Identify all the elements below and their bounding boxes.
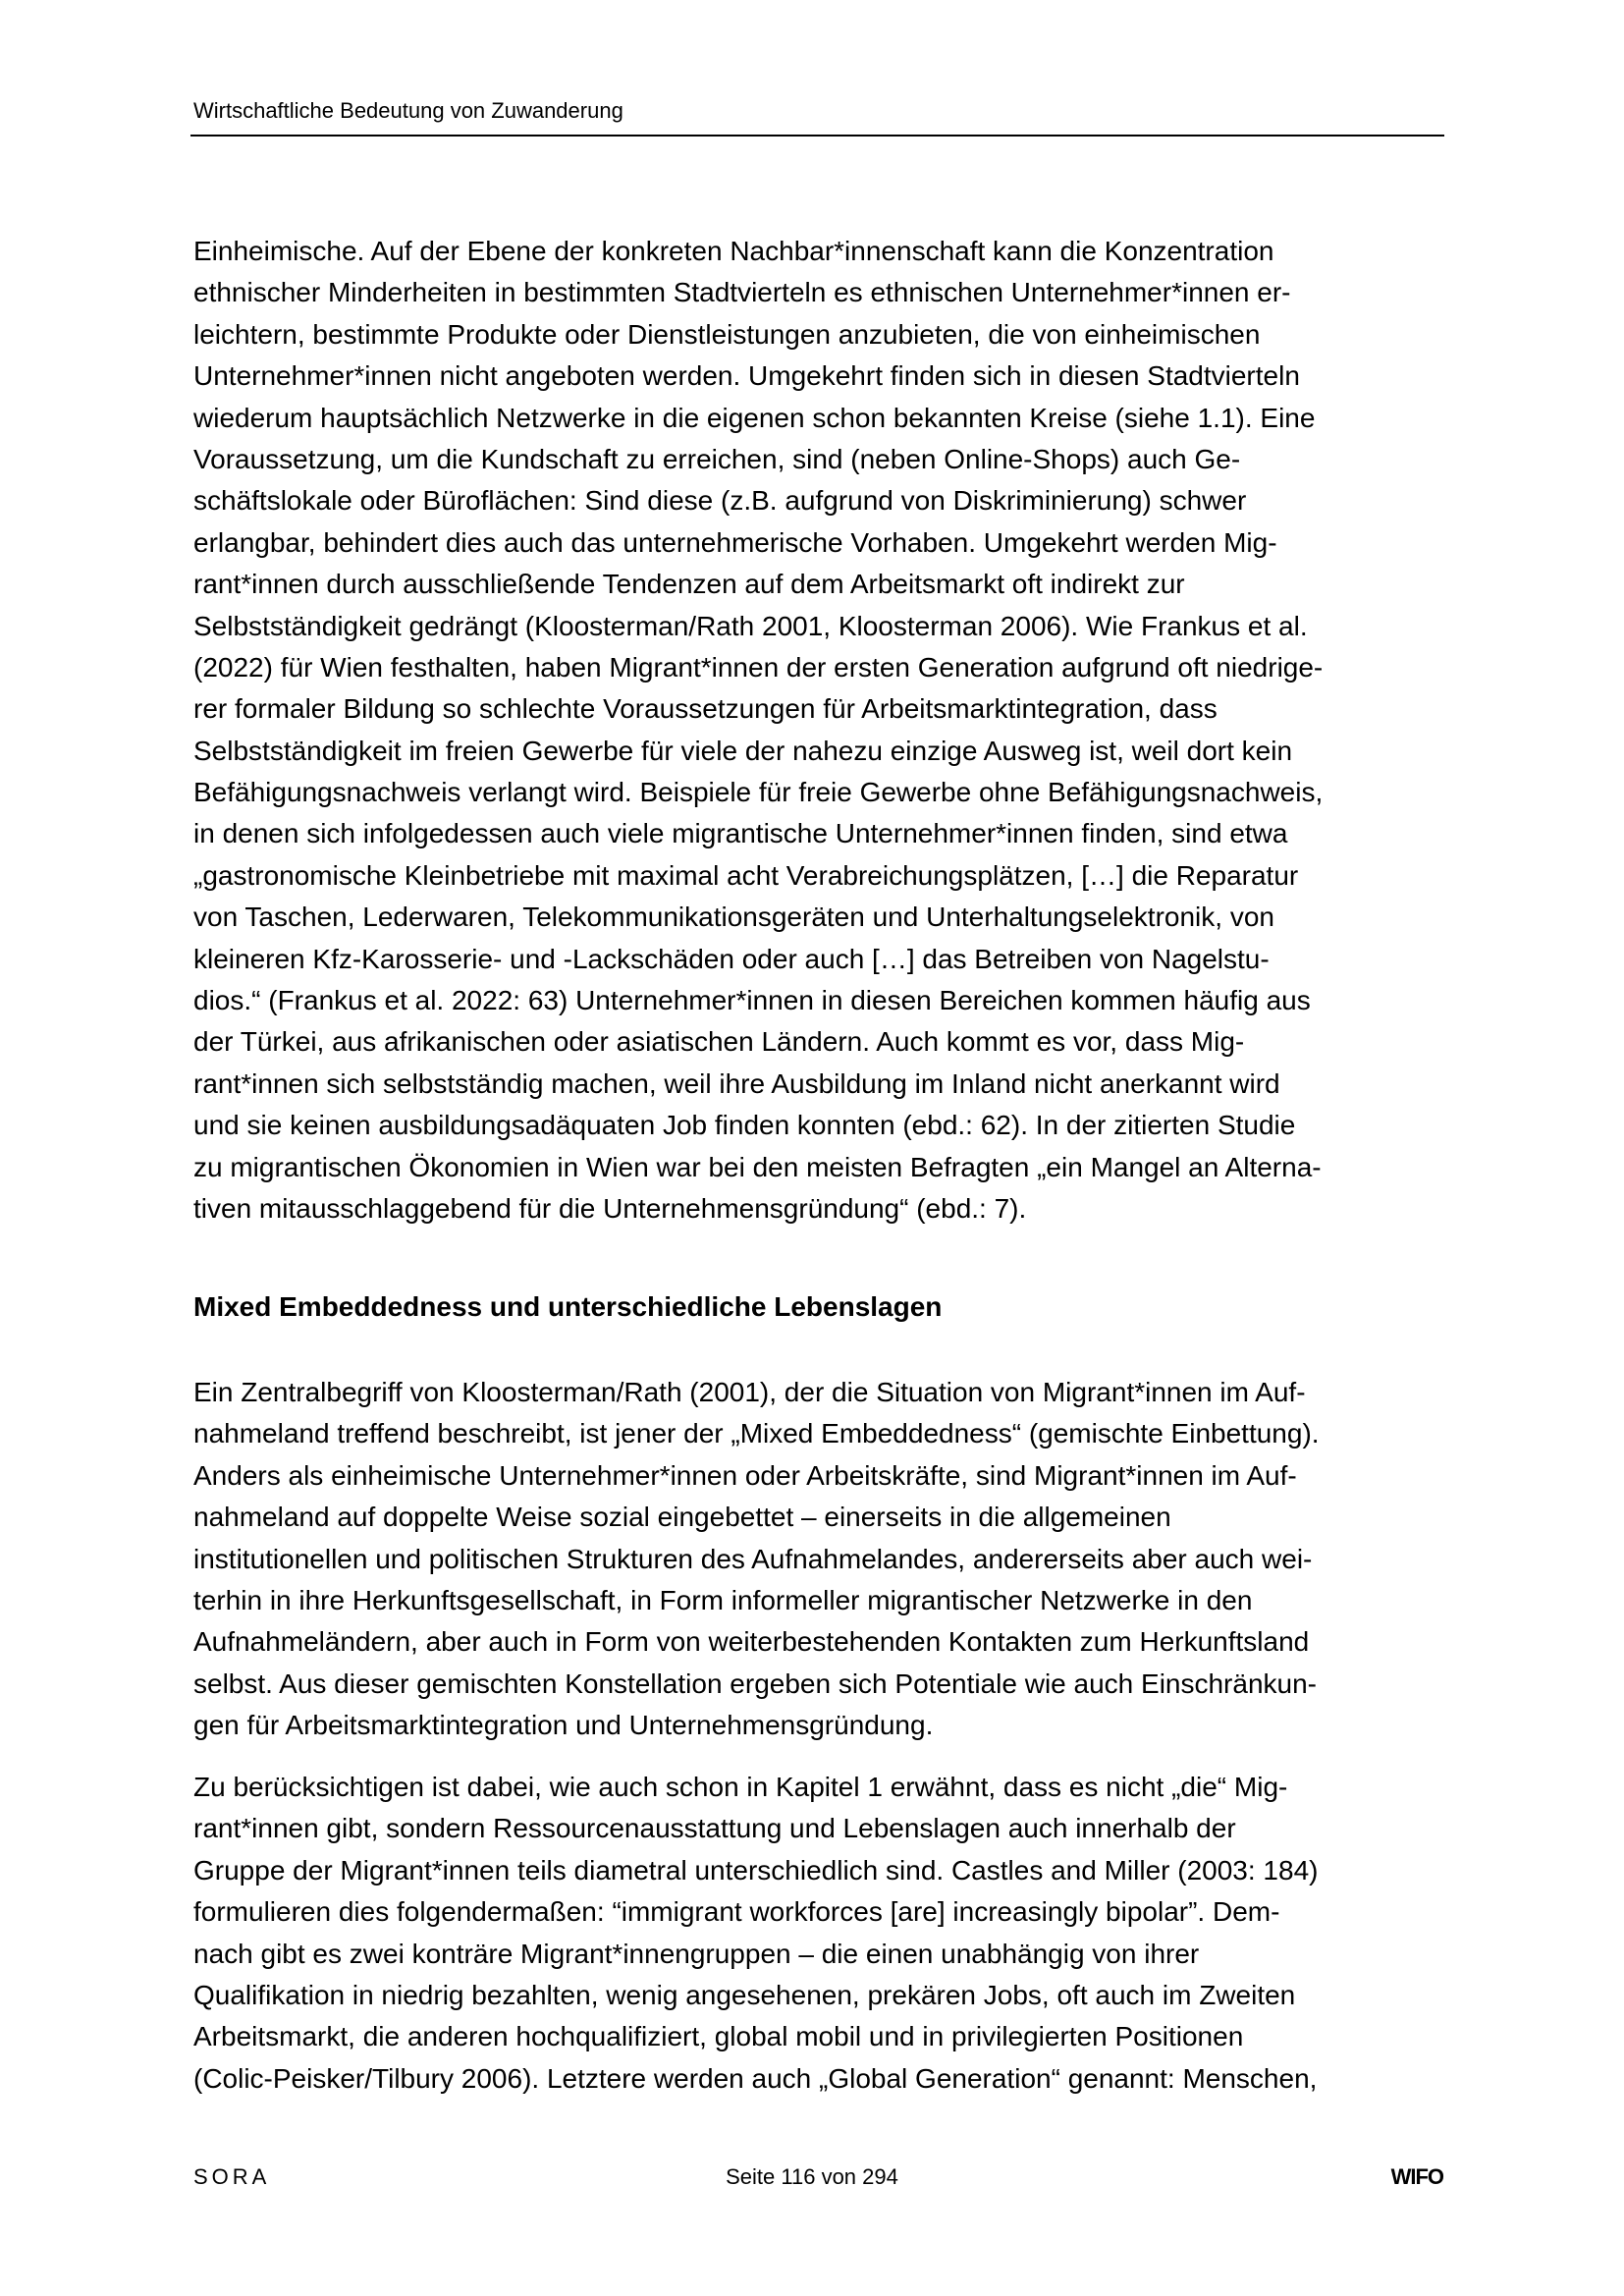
footer-logo-sora: SORA — [193, 2164, 271, 2189]
text-line: terhin in ihre Herkunftsgesellschaft, in Form informeller migrantischer Netzwerke in den — [193, 1584, 1253, 1615]
text-line: in denen sich infolgedessen auch viele migrantische Unternehmer*innen finden, sind etwa — [193, 818, 1288, 849]
paragraph-1 — [193, 231, 1323, 1230]
text-line: wiederum hauptsächlich Netzwerke in die eigenen schon bekannten Kreise (siehe 1.1). Eine — [193, 402, 1316, 433]
text-line: rant*innen durch ausschließende Tendenzen auf dem Arbeitsmarkt oft indirekt zur — [193, 569, 1185, 600]
text-line: schäftslokale oder Büroflächen: Sind diese (z.B. aufgrund von Diskriminierung) schwer — [193, 485, 1247, 517]
text-line: der Türkei, aus afrikanischen oder asiatischen Ländern. Auch kommt es vor, dass Mig- — [193, 1026, 1245, 1058]
text-line: (Colic-Peisker/Tilbury 2006). Letztere werden auch „Global Generation“ genannt: Menschen, — [193, 2062, 1318, 2094]
paragraph-2 — [193, 1372, 1320, 1747]
text-line: Zu berücksichtigen ist dabei, wie auch schon in Kapitel 1 erwähnt, dass es nicht „die“ Mig- — [193, 1772, 1288, 1802]
paragraph-3 — [193, 1767, 1318, 2100]
text-line: selbst. Aus dieser gemischten Konstellation ergeben sich Potentiale wie auch Einschränkun- — [193, 1667, 1317, 1699]
text-line: kleineren Kfz-Karosserie- und -Lackschäden oder auch […] das Betreiben von Nagelstu- — [193, 943, 1270, 974]
header-rule — [190, 135, 1444, 137]
text-line: und sie keinen ausbildungsadäquaten Job finden konnten (ebd.: 62). In der zitierten Studie — [193, 1110, 1296, 1141]
text-line: Aufnahmeländern, aber auch in Form von weiterbestehenden Kontakten zum Herkunftsland — [193, 1626, 1310, 1658]
text-line: rer formaler Bildung so schlechte Voraussetzungen für Arbeitsmarktintegration, dass — [193, 693, 1218, 725]
text-line: nahmeland auf doppelte Weise sozial eingebettet – einerseits in die allgemeinen — [193, 1502, 1171, 1533]
text-line: formulieren dies folgendermaßen: “immigrant workforces [are] increasingly bipolar”. Dem- — [193, 1896, 1280, 1928]
text-line: rant*innen sich selbstständig machen, weil ihre Ausbildung im Inland nicht anerkannt wird — [193, 1067, 1280, 1099]
text-line: Voraussetzung, um die Kundschaft zu erreichen, sind (neben Online-Shops) auch Ge- — [193, 443, 1241, 474]
text-line: ethnischer Minderheiten in bestimmten Stadtvierteln es ethnischen Unternehmer*innen er- — [193, 277, 1291, 308]
footer-logo-wifo: WIFO — [1390, 2164, 1443, 2189]
text-line: Gruppe der Migrant*innen teils diametral unterschiedlich sind. Castles and Miller (2003: 184) — [193, 1854, 1319, 1886]
page-number: Seite 116 von 294 — [726, 2164, 898, 2189]
running-header: Wirtschaftliche Bedeutung von Zuwanderung — [193, 98, 623, 123]
text-line: Unternehmer*innen nicht angeboten werden. Umgekehrt finden sich in diesen Stadtvierteln — [193, 360, 1300, 392]
text-line: tiven mitausschlaggebend für die Unternehmensgründung“ (ebd.: 7). — [193, 1192, 1027, 1224]
text-line: Selbstständigkeit im freien Gewerbe für viele der nahezu einzige Ausweg ist, weil dort kein — [193, 735, 1293, 766]
text-line: Ein Zentralbegriff von Kloosterman/Rath (2001), der die Situation von Migrant*innen im Auf- — [193, 1377, 1306, 1407]
text-line: Anders als einheimische Unternehmer*innen oder Arbeitskräfte, sind Migrant*innen im Auf- — [193, 1459, 1297, 1491]
text-line: erlangbar, behindert dies auch das unternehmerische Vorhaben. Umgekehrt werden Mig- — [193, 526, 1277, 558]
text-line: (2022) für Wien festhalten, haben Migrant*innen der ersten Generation aufgrund oft niedrige- — [193, 651, 1324, 683]
text-line: Qualifikation in niedrig bezahlten, wenig angesehenen, prekären Jobs, oft auch im Zweiten — [193, 1979, 1296, 2010]
text-line: Arbeitsmarkt, die anderen hochqualifiziert, global mobil und in privilegierten Positionen — [193, 2021, 1244, 2052]
text-line: nach gibt es zwei konträre Migrant*innengruppen – die einen unabhängig von ihrer — [193, 1938, 1200, 1969]
text-line: nahmeland treffend beschreibt, ist jener der „Mixed Embeddedness“ (gemischte Einbettung). — [193, 1418, 1320, 1449]
text-line: Einheimische. Auf der Ebene der konkreten Nachbar*innenschaft kann die Konzentration — [193, 236, 1274, 266]
text-line: dios.“ (Frankus et al. 2022: 63) Unternehmer*innen in diesen Bereichen kommen häufig aus — [193, 985, 1311, 1016]
text-line: Selbstständigkeit gedrängt (Kloosterman/Rath 2001, Kloosterman 2006). Wie Frankus et al. — [193, 610, 1308, 641]
text-line: „gastronomische Kleinbetriebe mit maximal acht Verabreichungsplätzen, […] die Reparatur — [193, 859, 1299, 891]
text-line: Befähigungsnachweis verlangt wird. Beispiele für freie Gewerbe ohne Befähigungsnachweis, — [193, 777, 1324, 808]
text-line: rant*innen gibt, sondern Ressourcenausstattung und Lebenslagen auch innerhalb der — [193, 1813, 1236, 1844]
text-line: gen für Arbeitsmarktintegration und Unternehmensgründung. — [193, 1710, 934, 1741]
text-line: von Taschen, Lederwaren, Telekommunikationsgeräten und Unterhaltungselektronik, von — [193, 902, 1274, 933]
section-heading: Mixed Embeddedness und unterschiedliche Lebenslagen — [193, 1291, 943, 1322]
text-line: leichtern, bestimmte Produkte oder Dienstleistungen anzubieten, die von einheimischen — [193, 318, 1261, 350]
text-line: institutionellen und politischen Strukturen des Aufnahmelandes, andererseits aber auch wei- — [193, 1543, 1313, 1574]
text-line: zu migrantischen Ökonomien in Wien war bei den meisten Befragten „ein Mangel an Alterna- — [193, 1151, 1322, 1182]
